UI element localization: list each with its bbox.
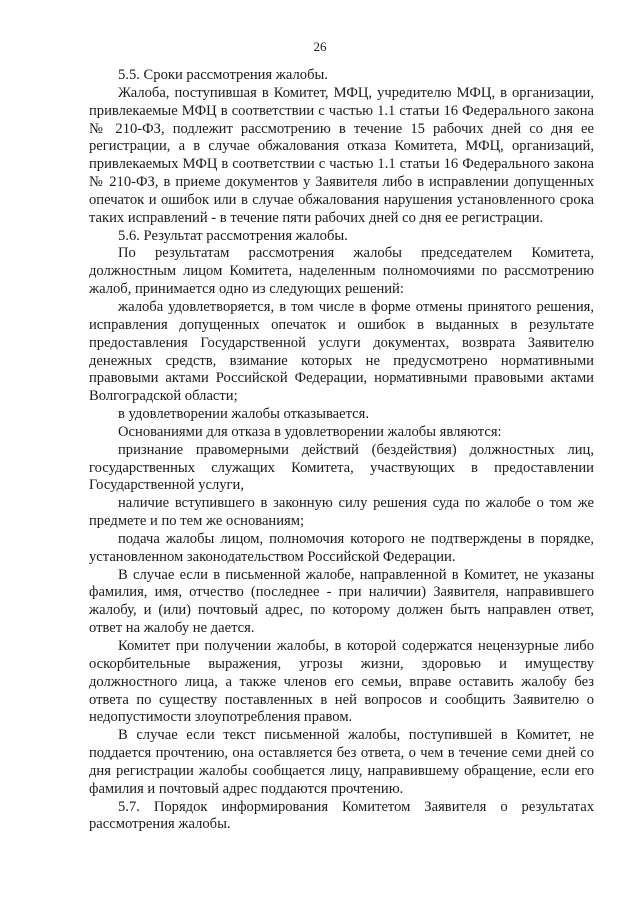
paragraph-complaint-satisfied: жалоба удовлетворяется, в том числе в форме отмены принятого решения, исправления допущенных опечаток и ошибок в выданных в результате предоставления Государственной услуги документах, возврата Заявителю денежных средств, взимание которых не предусмотрено нормативными правовыми актами Российской Федерации, нормативными правовыми актами Волгоградской области; bbox=[89, 298, 594, 405]
paragraph-rejection-grounds-intro: Основаниями для отказа в удовлетворении жалобы являются: bbox=[118, 423, 502, 440]
section-heading-5-5: 5.5. Сроки рассмотрения жалобы. bbox=[118, 67, 328, 83]
paragraph-ground-unconfirmed-authority: подача жалобы лицом, полномочия которого не подтверждены в порядке, установленном законодательством Российской Федерации. bbox=[89, 530, 594, 565]
paragraph-offensive-complaint: Комитет при получении жалобы, в которой содержатся нецензурные либо оскорбительные выражения, угрозы жизни, здоровью и имуществу должностного лица, а также членов его семьи, вправе оставить жалобу без ответа по существу поставленных в ней вопросов и сообщить Заявителю о недопустимости злоупотребления правом. bbox=[89, 638, 594, 726]
paragraph-complaint-rejected: в удовлетворении жалобы отказывается. bbox=[118, 406, 370, 423]
section-heading-5-7: 5.7. Порядок информирования Комитетом Заявителя о результатах рассмотрения жалобы. bbox=[89, 798, 594, 833]
paragraph-illegible-complaint: В случае если текст письменной жалобы, поступившей в Комитет, не поддается прочтению, она оставляется без ответа, о чем в течение семи дней со дня регистрации жалобы сообщается лицу, направившему обращение, если его фамилия и почтовый адрес поддаются прочтению. bbox=[89, 727, 594, 797]
paragraph-complaint-review-period: Жалоба, поступившая в Комитет, МФЦ, учредителю МФЦ, в организации, привлекаемые МФЦ в соответствии с частью 1.1 статьи 16 Федерального закона № 210-ФЗ, подлежит рассмотрению в течение 15 рабочих дней со дня ее регистрации, а в случае обжалования отказа Комитета, МФЦ, организаций, привлекаемых МФЦ в соответствии с частью 1.1 статьи 16 Федерального закона № 210-ФЗ, в приеме документов у Заявителя либо в исправлении допущенных опечаток и ошибок или в случае обжалования нарушения установленного срока таких исправлений - в течение пяти рабочих дней со дня ее регистрации. bbox=[89, 84, 594, 226]
paragraph-ground-court-decision: наличие вступившего в законную силу решения суда по жалобе о том же предмете и по тем же основаниям; bbox=[89, 495, 594, 530]
paragraph-review-decisions: По результатам рассмотрения жалобы председателем Комитета, должностным лицом Комитета, наделенным полномочиями по рассмотрению жалоб, принимается одно из следующих решений: bbox=[89, 245, 594, 298]
section-heading-5-6: 5.6. Результат рассмотрения жалобы. bbox=[118, 227, 348, 244]
paragraph-ground-lawful-actions: признание правомерными действий (бездействия) должностных лиц, государственных служащих Комитета, участвующих в предоставлении Государственной услуги, bbox=[89, 441, 594, 494]
page-number: 26 bbox=[313, 39, 327, 54]
document-body bbox=[89, 67, 594, 834]
paragraph-anonymous-complaint: В случае если в письменной жалобе, направленной в Комитет, не указаны фамилия, имя, отчество (последнее - при наличии) Заявителя, направившего жалобу, и (или) почтовый адрес, по которому должен быть направлен ответ, ответ на жалобу не дается. bbox=[89, 566, 594, 637]
